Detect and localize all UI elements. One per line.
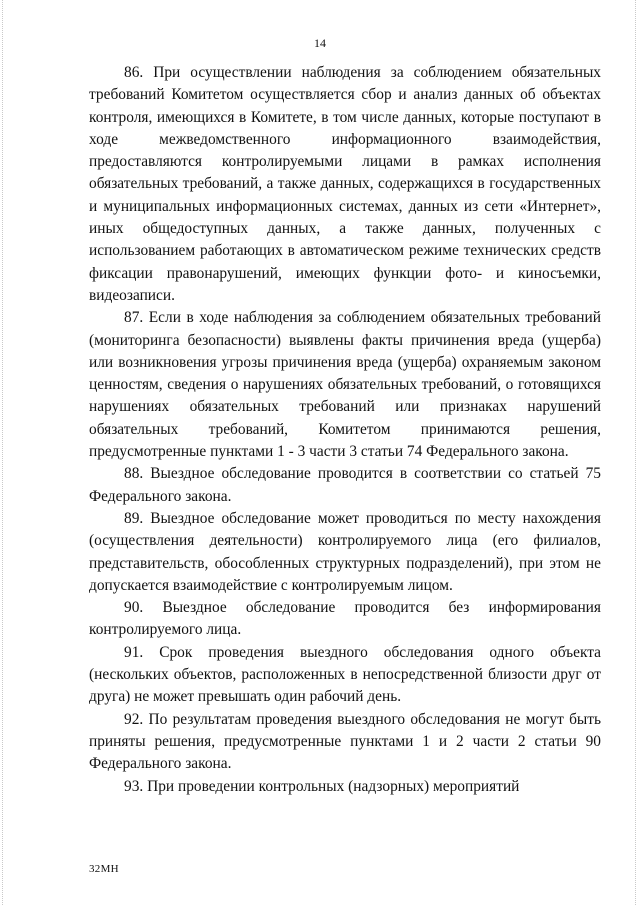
paragraph-86: 86. При осуществлении наблюдения за соблюдением обязательных требований Комитетом осуществляется сбор и анализ данных об объектах контроля, имеющихся в Комитете, в том числе данных, которые поступают в ходе межведомственного информационного взаимодействия, предоставляются контролируемыми лицами в рамках исполнения обязательных требований, а также данных, содержащихся в государственных и муниципальных информационных системах, данных из сети «Интернет», иных общедоступных данных, а также данных, полученных с использованием работающих в автоматическом режиме технических средств фиксации правонарушений, имеющих функции фото- и киносъемки, видеозаписи. — [89, 64, 601, 304]
page-number: 14 — [314, 36, 326, 50]
paragraph-92: 92. По результатам проведения выездного обследования не могут быть приняты решения, предусмотренные пунктами 1 и 2 части 2 статьи 90 Федерального закона. — [89, 710, 601, 773]
paragraph-93: 93. При проведении контрольных (надзорных) мероприятий — [124, 777, 520, 795]
document-body — [89, 62, 601, 798]
left-page-edge — [2, 0, 4, 905]
document-code: 32МН — [89, 863, 119, 875]
paragraph-90: 90. Выездное обследование проводится без информирования контролируемого лица. — [89, 599, 601, 639]
right-page-edge — [635, 0, 637, 905]
paragraph-91: 91. Срок проведения выездного обследования одного объекта (нескольких объектов, расположенных в непосредственной близости друг от друга) не может превышать один рабочий день. — [89, 643, 601, 706]
paragraph-89: 89. Выездное обследование может проводиться по месту нахождения (осуществления деятельности) контролируемого лица (его филиалов, представительств, обособленных структурных подразделений), при этом не допускается взаимодействие с контролируемым лицом. — [89, 509, 601, 594]
paragraph-88: 88. Выездное обследование проводится в соответствии со статьей 75 Федерального закона. — [89, 465, 601, 505]
paragraph-87: 87. Если в ходе наблюдения за соблюдением обязательных требований (мониторинга безопасности) выявлены факты причинения вреда (ущерба) или возникновения угрозы причинения вреда (ущерба) охраняемым законом ценностям, сведения о нарушениях обязательных требований, о готовящихся нарушениях обязательных требований или признаках нарушений обязательных требований, Комитетом принимаются решения, предусмотренные пунктами 1 - 3 части 3 статьи 74 Федерального закона. — [89, 309, 601, 461]
